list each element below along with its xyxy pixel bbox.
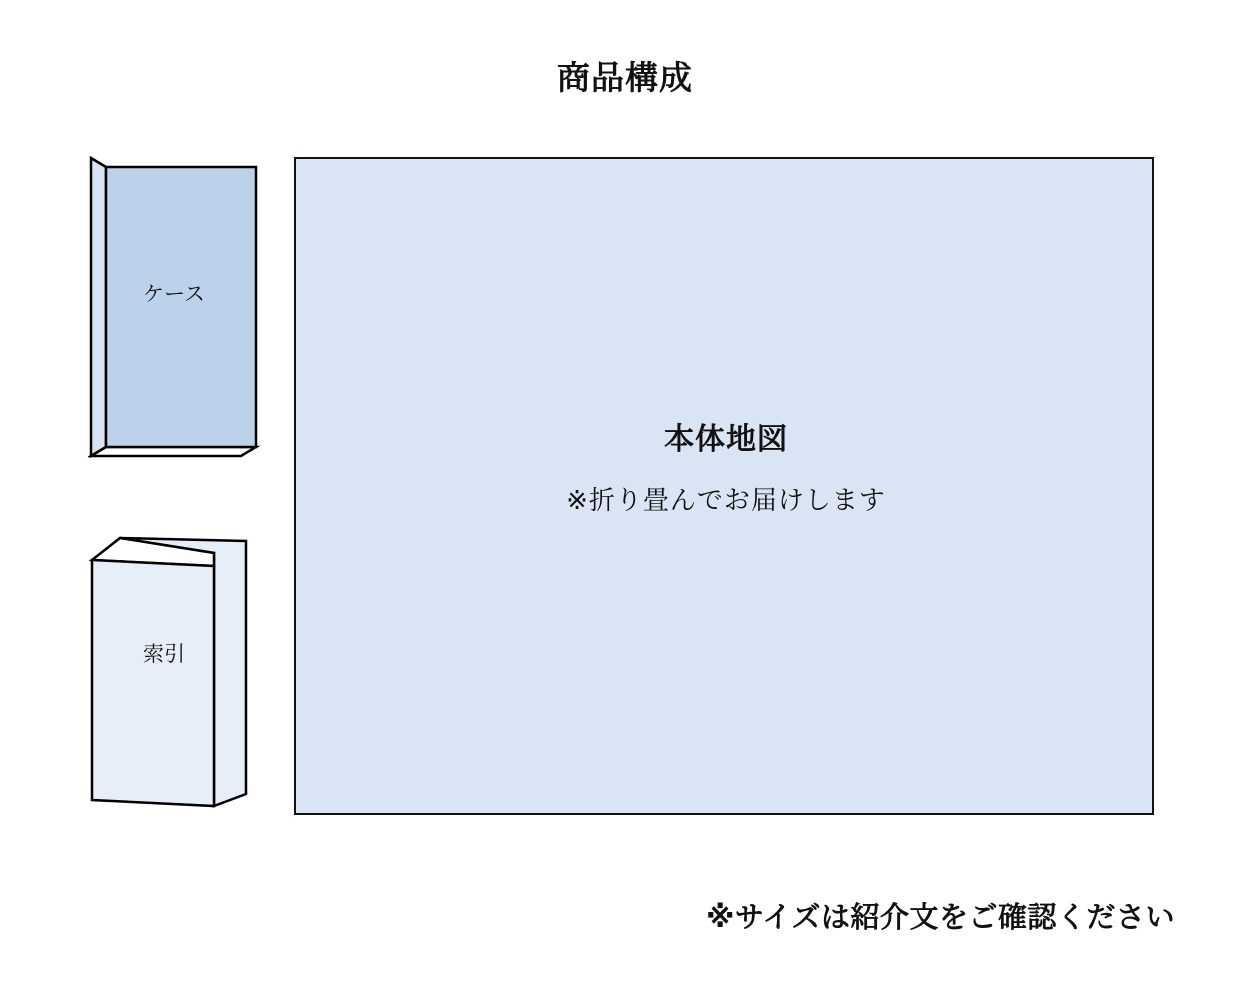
case-bottom-edge (91, 447, 256, 456)
index-front-panel (92, 560, 214, 806)
case-figure (88, 155, 263, 460)
case-spine (91, 158, 106, 456)
main-map-panel (294, 157, 1154, 815)
main-map-title: 本体地図 (664, 422, 788, 457)
page-title: 商品構成 (557, 58, 693, 97)
main-map-note: ※折り畳んでお届けします (566, 486, 886, 516)
index-label: 索引 (143, 642, 185, 666)
index-figure (88, 528, 263, 818)
case-front-face (106, 167, 256, 447)
main-map-text-group (296, 414, 1156, 517)
case-label: ケース (143, 282, 205, 306)
case-shape (88, 155, 263, 460)
footer-note: ※サイズは紹介文をご確認ください (706, 900, 1175, 934)
index-shape (88, 528, 263, 818)
